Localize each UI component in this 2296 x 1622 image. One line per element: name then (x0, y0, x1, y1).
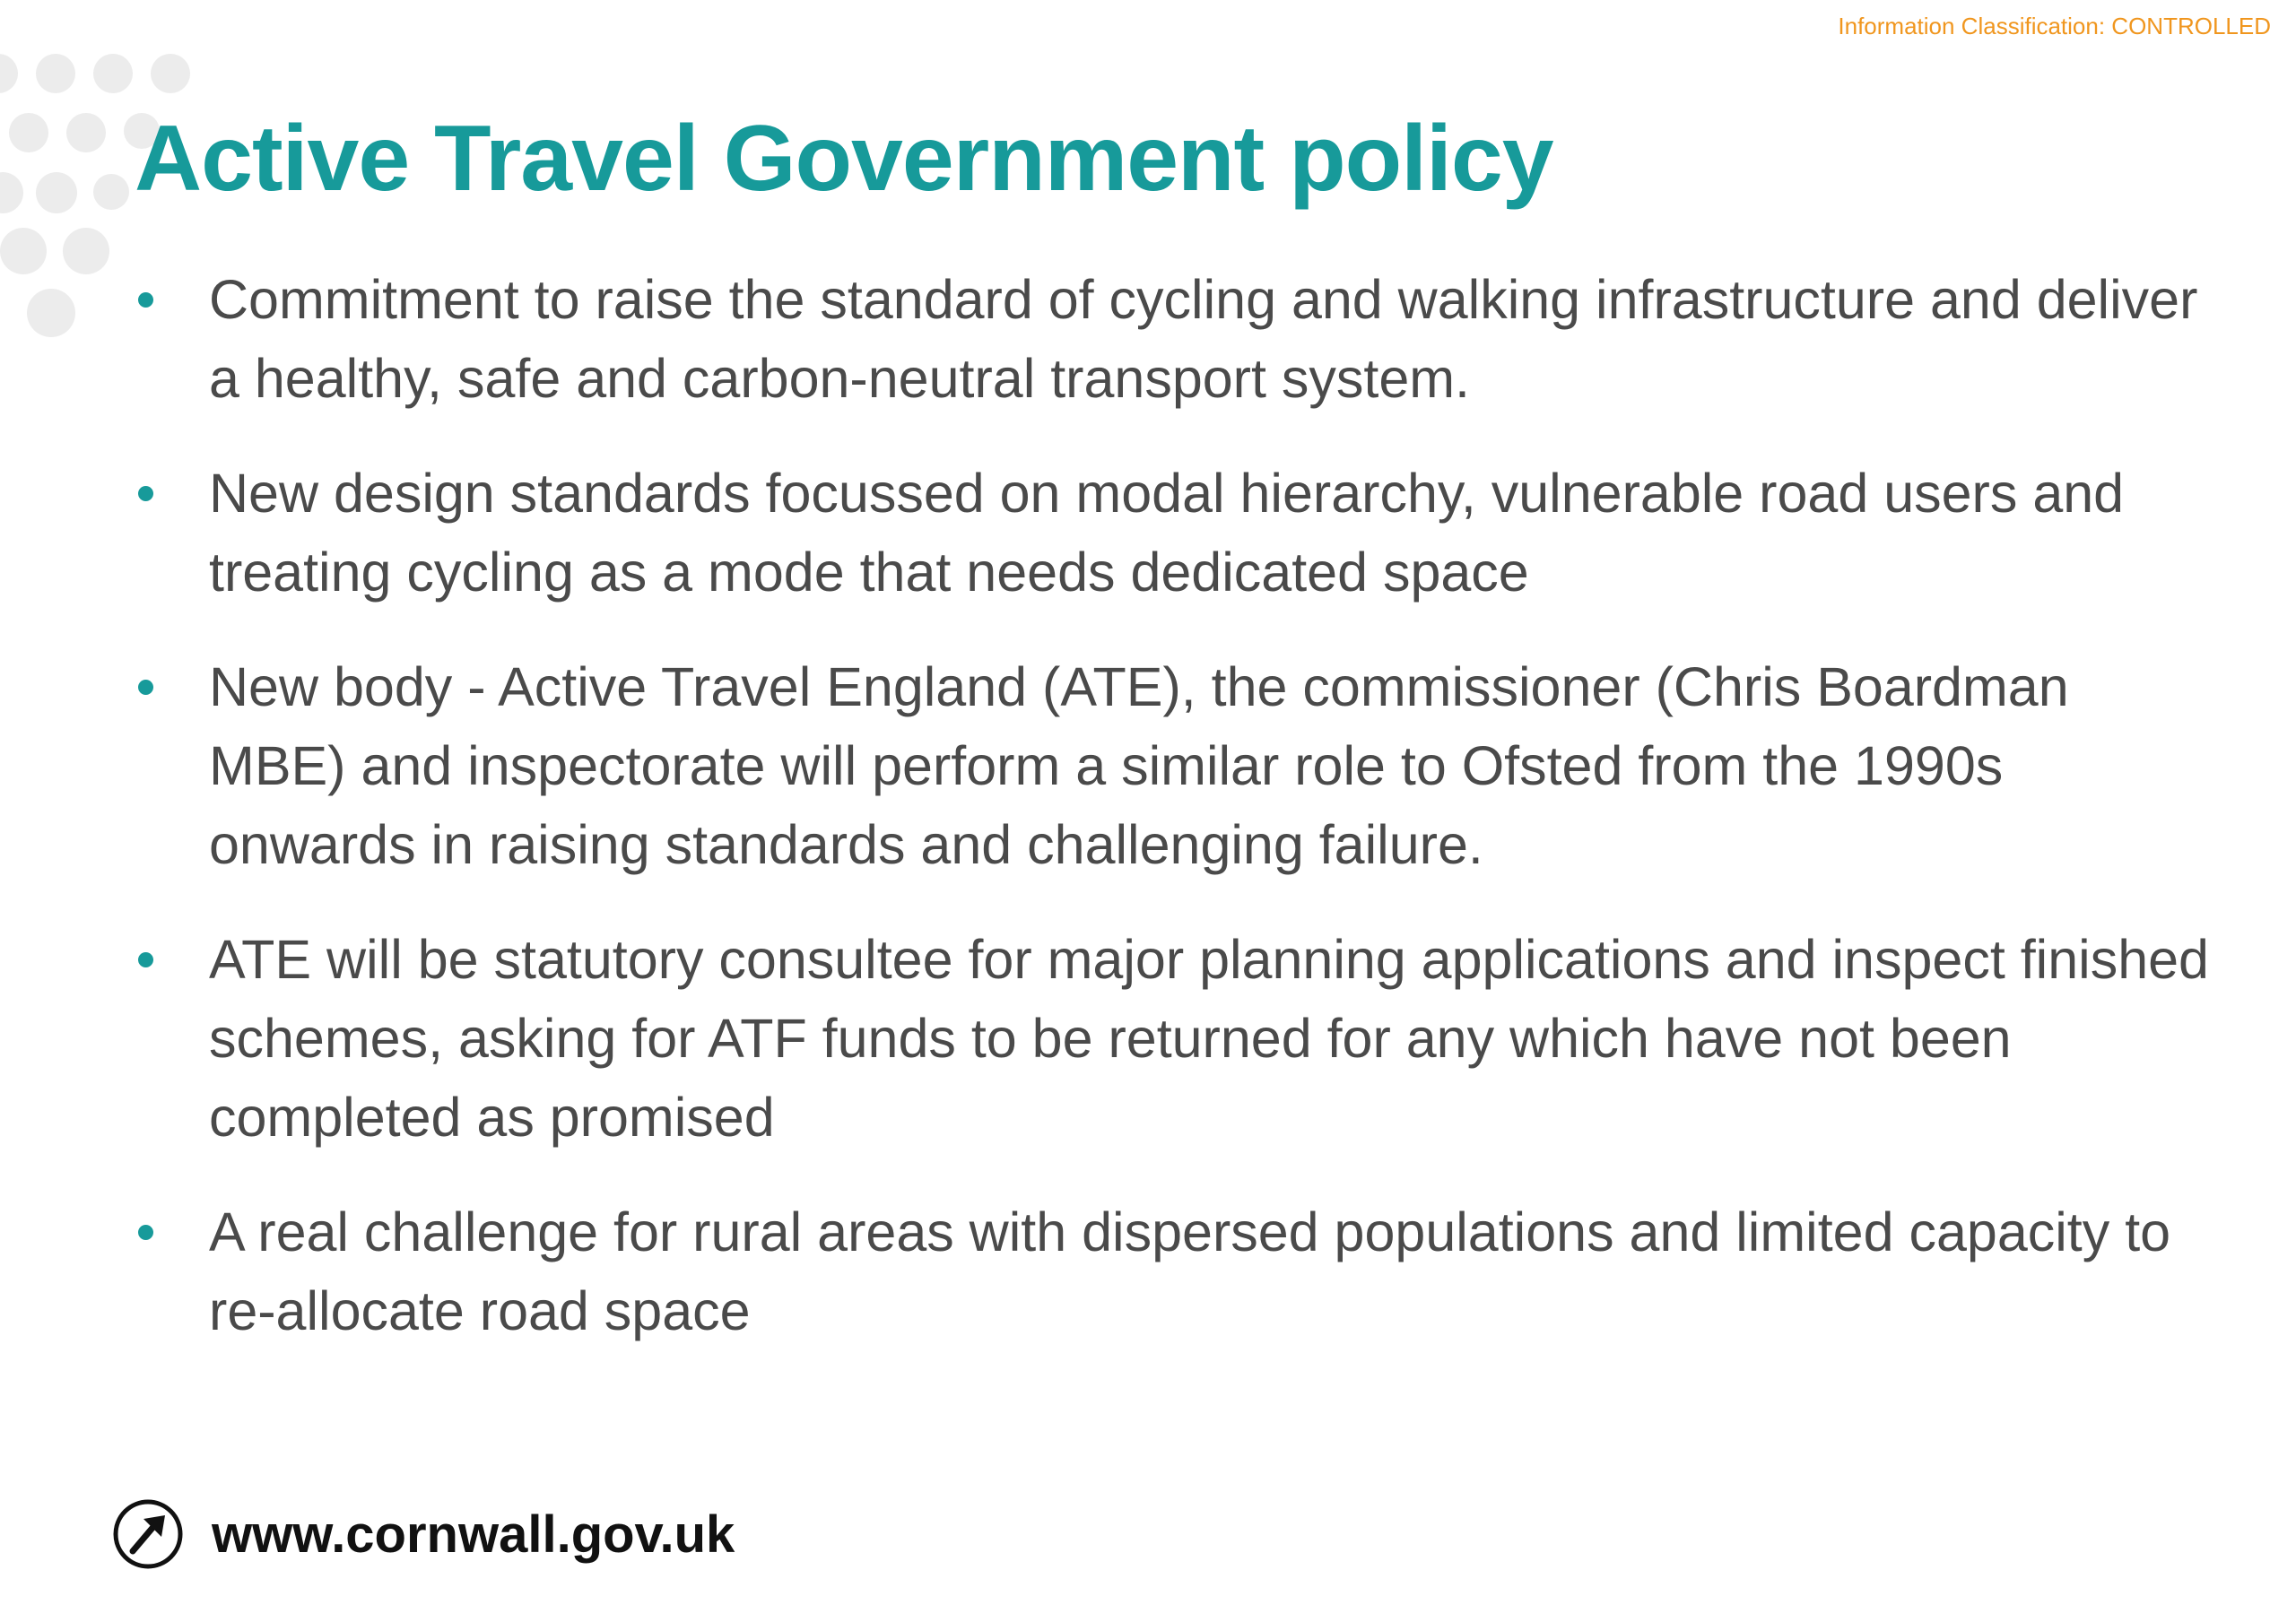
cornwall-council-logo-icon (111, 1497, 185, 1571)
footer (111, 1497, 735, 1571)
bullet-dot-icon (138, 952, 153, 967)
bullet-text: A real challenge for rural areas with dispersed populations and limited capacity to re-allocate road space (209, 1201, 2171, 1341)
bullet-text: ATE will be statutory consultee for major planning applications and inspect finished schemes, asking for ATF funds to be returned for any which have not been completed as promised (209, 929, 2209, 1148)
bullet-item (126, 260, 2215, 418)
bullet-item (126, 454, 2215, 612)
bullet-item (126, 647, 2215, 884)
bullet-dot-icon (138, 1225, 153, 1240)
bullet-dot-icon (138, 486, 153, 501)
bullet-item (126, 920, 2215, 1157)
bullet-text: New design standards focussed on modal hierarchy, vulnerable road users and treating cycling as a mode that needs dedicated space (209, 463, 2125, 603)
footer-url[interactable]: www.cornwall.gov.uk (212, 1505, 735, 1564)
bullet-text: New body - Active Travel England (ATE), the commissioner (Chris Boardman MBE) and inspectorate will perform a similar role to Ofsted from the 1990s onwards in raising standards and challenging failure. (209, 656, 2069, 875)
classification-label: Information Classification: CONTROLLED (1838, 13, 2271, 39)
bullet-dot-icon (138, 680, 153, 695)
bullet-dot-icon (138, 292, 153, 308)
bullet-list (126, 260, 2215, 1386)
slide-title: Active Travel Government policy (135, 107, 1553, 211)
bullet-item (126, 1193, 2215, 1350)
bullet-text: Commitment to raise the standard of cycling and walking infrastructure and deliver a healthy, safe and carbon-neutral transport system. (209, 269, 2198, 409)
